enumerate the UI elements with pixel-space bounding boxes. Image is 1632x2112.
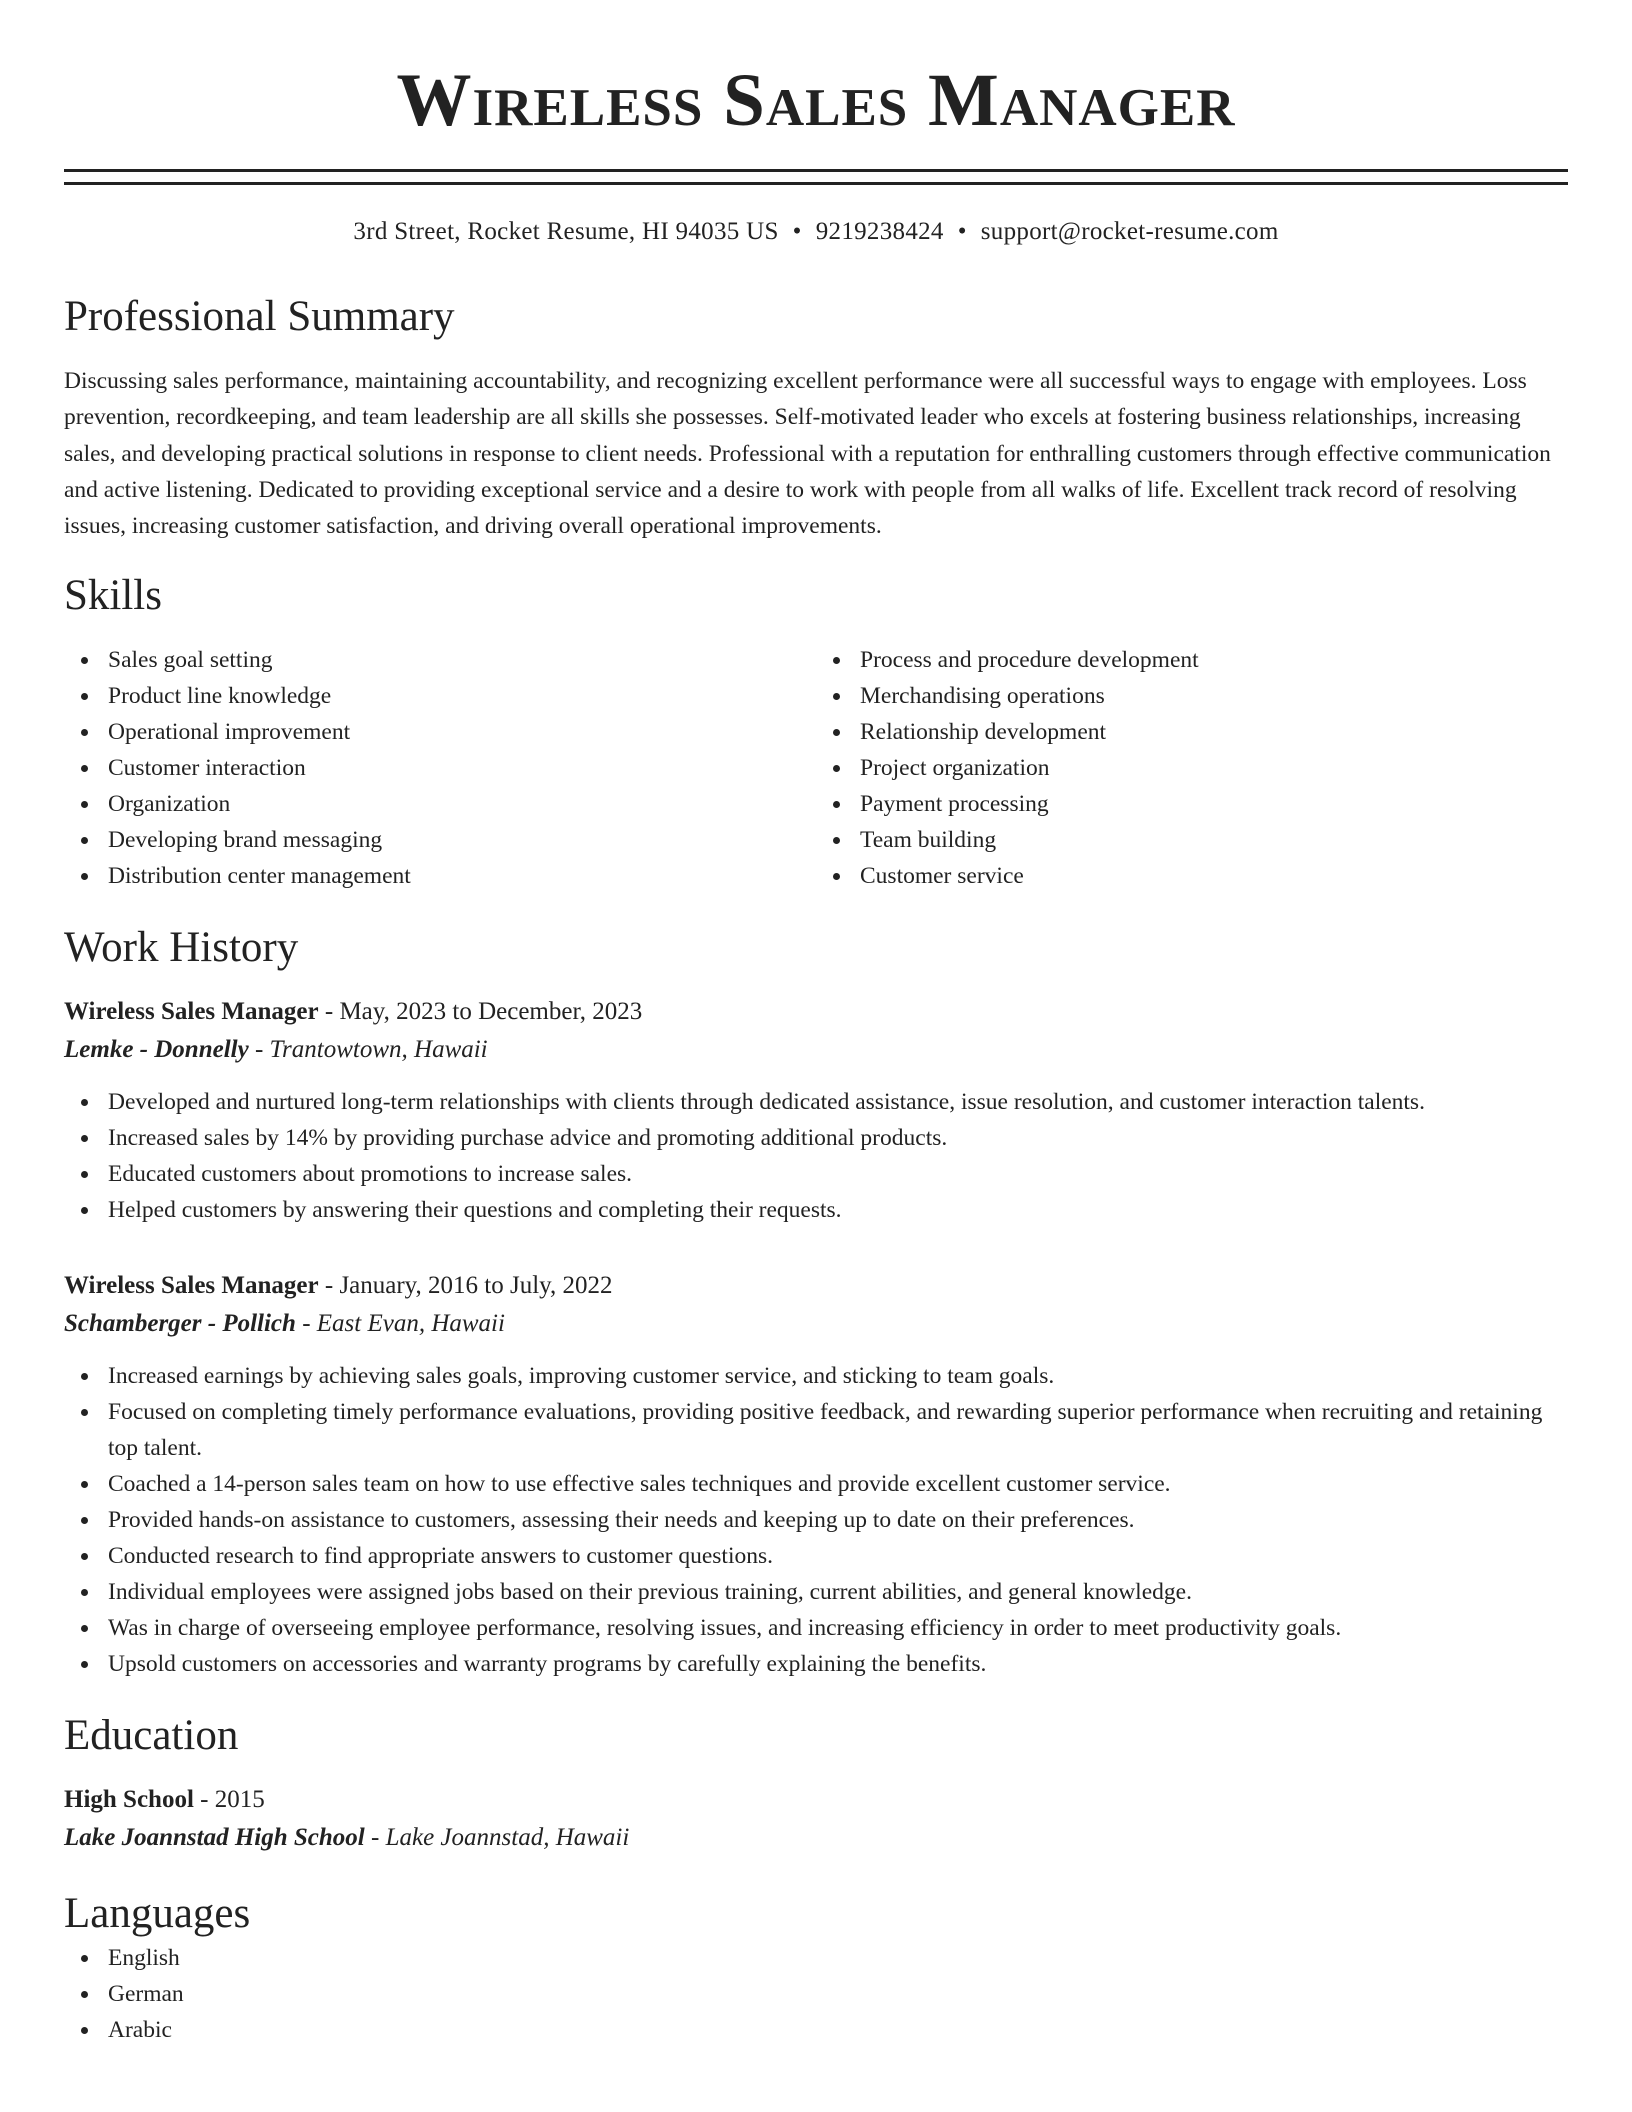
job-duty-item: Individual employees were assigned jobs based on their previous training, current abilities, and general knowledge.: [64, 1574, 1568, 1610]
skills-column-left: [64, 642, 816, 894]
job-role: Wireless Sales Manager: [64, 998, 319, 1026]
job-duties-list: [64, 1358, 1568, 1682]
job-entry: [64, 994, 1568, 1228]
language-item: English: [64, 1940, 1568, 1976]
job-dates: May, 2023 to December, 2023: [339, 998, 643, 1026]
skill-item: Operational improvement: [64, 714, 816, 750]
education-degree: High School: [64, 1786, 194, 1814]
contact-phone: 9219238424: [815, 218, 944, 245]
contact-separator: •: [957, 218, 967, 245]
skill-item: Developing brand messaging: [64, 822, 816, 858]
job-duty-item: Conducted research to find appropriate answers to customer questions.: [64, 1538, 1568, 1574]
languages-heading: Languages: [64, 1890, 251, 1938]
education-dash: -: [193, 1786, 215, 1814]
job-company: Schamberger - Pollich: [64, 1310, 296, 1338]
skills-grid: [64, 642, 1568, 894]
education-header: [64, 1782, 1568, 1818]
job-duty-item: Educated customers about promotions to increase sales.: [64, 1156, 1568, 1192]
job-duty-item: Upsold customers on accessories and warranty programs by carefully explaining the benefits.: [64, 1646, 1568, 1682]
job-entry: [64, 1268, 1568, 1682]
job-company: Lemke - Donnelly: [64, 1036, 249, 1064]
contact-line: [64, 215, 1568, 249]
skills-heading: Skills: [64, 572, 162, 620]
skill-item: Process and procedure development: [816, 642, 1568, 678]
job-duty-item: Focused on completing timely performance evaluations, providing positive feedback, and rewarding superior performance when recruiting and retaining top talent.: [64, 1394, 1568, 1466]
languages-list: [64, 1940, 1568, 2048]
job-duty-item: Helped customers by answering their questions and completing their requests.: [64, 1192, 1568, 1228]
skill-item: Relationship development: [816, 714, 1568, 750]
contact-address: 3rd Street, Rocket Resume, HI 94035 US: [353, 218, 779, 245]
job-header: [64, 1268, 1568, 1304]
job-location: East Evan, Hawaii: [316, 1310, 505, 1338]
education-dash: -: [364, 1824, 386, 1852]
skill-item: Customer service: [816, 858, 1568, 894]
skill-item: Payment processing: [816, 786, 1568, 822]
job-employer-line: [64, 1030, 1568, 1070]
education-location: Lake Joannstad, Hawaii: [385, 1824, 630, 1852]
job-duty-item: Was in charge of overseeing employee performance, resolving issues, and increasing efficiency in order to meet productivity goals.: [64, 1610, 1568, 1646]
job-dash: -: [318, 1272, 340, 1300]
job-location: Trantowtown, Hawaii: [269, 1036, 488, 1064]
job-dates: January, 2016 to July, 2022: [339, 1272, 613, 1300]
language-item: German: [64, 1976, 1568, 2012]
skills-column-right: [816, 642, 1568, 894]
skill-item: Distribution center management: [64, 858, 816, 894]
education-heading: Education: [64, 1712, 239, 1760]
summary-heading: Professional Summary: [64, 293, 455, 340]
contact-email: support@rocket-resume.com: [980, 218, 1279, 245]
job-dash: -: [248, 1036, 270, 1064]
job-header: [64, 994, 1568, 1030]
job-duty-item: Provided hands-on assistance to customers, assessing their needs and keeping up to date on their preferences.: [64, 1502, 1568, 1538]
education-year: 2015: [214, 1786, 265, 1814]
skill-item: Customer interaction: [64, 750, 816, 786]
job-duties-list: [64, 1084, 1568, 1228]
education-school: Lake Joannstad High School: [64, 1824, 365, 1852]
education-entry: [64, 1782, 1568, 1858]
job-role: Wireless Sales Manager: [64, 1272, 319, 1300]
skills-list-right: [816, 642, 1568, 894]
job-duty-item: Increased earnings by achieving sales goals, improving customer service, and sticking to team goals.: [64, 1358, 1568, 1394]
job-duty-item: Increased sales by 14% by providing purchase advice and promoting additional products.: [64, 1120, 1568, 1156]
contact-separator: •: [792, 218, 802, 245]
job-dash: -: [318, 998, 340, 1026]
skill-item: Team building: [816, 822, 1568, 858]
title-double-rule: [64, 169, 1568, 185]
resume-title: Wireless Sales Manager: [396, 59, 1236, 142]
skill-item: Merchandising operations: [816, 678, 1568, 714]
summary-text: Discussing sales performance, maintaining accountability, and recognizing excellent performance were all successful ways to engage with employees. Loss prevention, recordkeeping, and team leadership are all skills she possesses. Self-motivated leader who excels at fostering business relationships, increasing sales, and developing practical solutions in response to client needs. Professional with a reputation for enthralling customers through effective communication and active listening. Dedicated to providing exceptional service and a desire to work with people from all walks of life. Excellent track record of resolving issues, increasing customer satisfaction, and driving overall operational improvements.: [64, 368, 1551, 540]
job-dash: -: [295, 1310, 317, 1338]
skill-item: Product line knowledge: [64, 678, 816, 714]
skills-list-left: [64, 642, 816, 894]
job-employer-line: [64, 1304, 1568, 1344]
work-history-heading: Work History: [64, 924, 299, 972]
job-duty-item: Coached a 14-person sales team on how to use effective sales techniques and provide excellent customer service.: [64, 1466, 1568, 1502]
skill-item: Sales goal setting: [64, 642, 816, 678]
job-duty-item: Developed and nurtured long-term relationships with clients through dedicated assistance, issue resolution, and customer interaction talents.: [64, 1084, 1568, 1120]
language-item: Arabic: [64, 2012, 1568, 2048]
skill-item: Organization: [64, 786, 816, 822]
skill-item: Project organization: [816, 750, 1568, 786]
education-school-line: [64, 1818, 1568, 1858]
